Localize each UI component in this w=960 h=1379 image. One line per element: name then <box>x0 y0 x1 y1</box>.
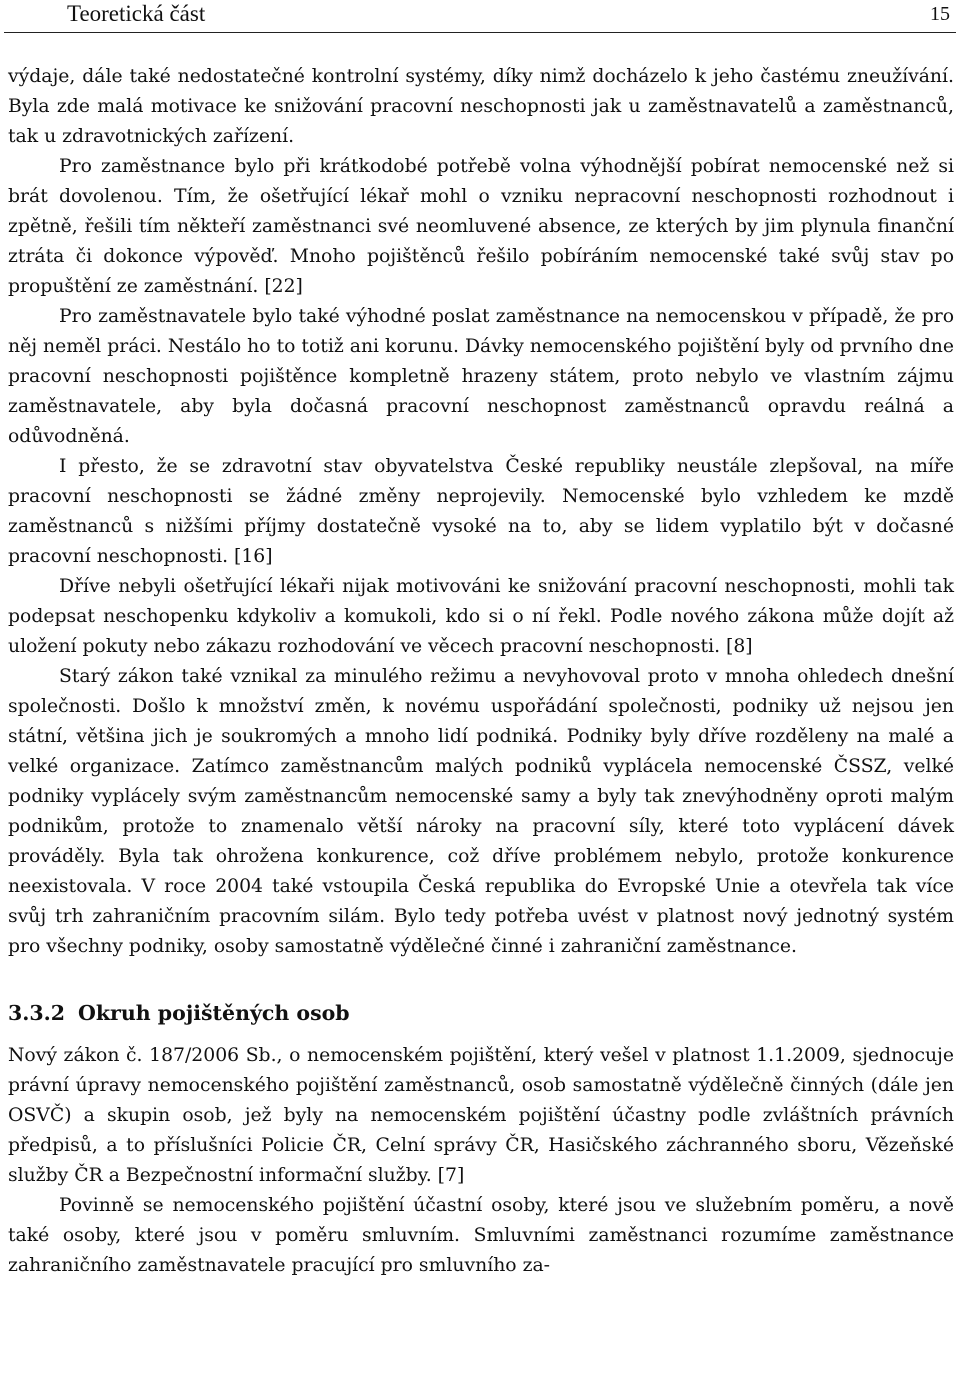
paragraph: Dříve nebyli ošetřující lékaři nijak motivováni ke snižování pracovní neschopnosti, mohli tak podepsat neschopenku kdykoliv a komukoli, kdo si o ní řekl. Podle nového zákona může dojít až uložení pokuty nebo zákazu rozhodování ve věcech pracovní neschopnosti. [8] <box>8 576 954 657</box>
section-heading <box>8 998 954 1028</box>
paragraph: Pro zaměstnance bylo při krátkodobé potřebě volna výhodnější pobírat nemocenské než si brát dovolenou. Tím, že ošetřující lékař mohl o vzniku nepracovní neschopnosti rozhodnout i zpětně, řešili tím někteří zaměstnanci své neomluvené absence, ze kterých by jim plynula finanční ztráta či dokonce výpověď. Mnoho pojištěnců řešilo pobíráním nemocenské také svůj stav po propuštění ze zaměstnání. [22] <box>8 156 954 297</box>
page-number: 15 <box>930 3 950 25</box>
header-chapter-title: Teoretická část <box>67 1 206 26</box>
section-title: Okruh pojištěných osob <box>78 1001 350 1025</box>
paragraph: I přesto, že se zdravotní stav obyvatelstva České republiky neustále zlepšoval, na míře pracovní neschopnosti se žádné změny neprojevily. Nemocenské bylo vzhledem ke mzdě zaměstnanců s nižšími příjmy dostatečně vysoké na to, aby se lidem vyplatilo být v dočasné pracovní neschopnosti. [16] <box>8 456 954 567</box>
section-number: 3.3.2 <box>8 1001 66 1025</box>
paragraph: Starý zákon také vznikal za minulého režimu a nevyhovoval proto v mnoha ohledech dnešní společnosti. Došlo k množství změn, k novému uspořádání společnosti, podniky už nejsou jen státní, většina jich je soukromých a mnoho lidí podniká. Podniky byly dříve rozděleny na malé a velké organizace. Zatímco zaměstnancům malých podniků vyplácela nemocenské ČSSZ, velké podniky vyplácely svým zaměstnancům nemocenské samy a byly tak znevýhodněny oproti malým podnikům, protože to znamenalo větší nároky na pracovní síly, které toto vyplácení dávek prováděly. Byla tak ohrožena konkurence, což dříve problémem nebylo, protože konkurence neexistovala. V roce 2004 také vstoupila Česká republika do Evropské Unie a otevřela tak více svůj trh zahraničním pracovním silám. Bylo tedy potřeba uvést v platnost nový jednotný systém pro všechny podniky, osoby samostatně výdělečné činné i zahraniční zaměstnance. <box>8 666 954 957</box>
paragraph: Pro zaměstnavatele bylo také výhodné poslat zaměstnance na nemocenskou v případě, že pro něj neměl práci. Nestálo ho to totiž ani korunu. Dávky nemocenského pojištění byly od prvního dne pracovní neschopnosti pojištěnce kompletně hrazeny státem, proto nebylo ve vlastním zájmu zaměstnavatele, aby byla dočasná pracovní neschopnost zaměstnanců opravdu reálná a odůvodněná. <box>8 306 954 447</box>
body-text <box>8 62 954 1281</box>
running-header <box>4 0 956 33</box>
paragraph: Povinně se nemocenského pojištění účastní osoby, které jsou ve služebním poměru, a nově také osoby, které jsou v poměru smluvním. Smluvními zaměstnanci rozumíme zaměstnance zahraničního zaměstnavatele pracující pro smluvního za- <box>8 1195 954 1276</box>
paragraph: Nový zákon č. 187/2006 Sb., o nemocenském pojištění, který vešel v platnost 1.1.2009, sjednocuje právní úpravy nemocenského pojištění zaměstnanců, osob samostatně výdělečně činných (dále jen OSVČ) a skupin osob, jež byly na nemocenském pojištění účastny podle zvláštních právních předpisů, a to příslušníci Policie ČR, Celní správy ČR, Hasičského záchranného sboru, Vězeňské služby ČR a Bezpečnostní informační služby. [7] <box>8 1045 954 1186</box>
paragraph: výdaje, dále také nedostatečné kontrolní systémy, díky nimž docházelo k jeho častému zneužívání. Byla zde malá motivace ke snižování pracovní neschopnosti jak u zaměstnavatelů a zaměstnanců, tak u zdravotnických zařízení. <box>8 66 954 147</box>
